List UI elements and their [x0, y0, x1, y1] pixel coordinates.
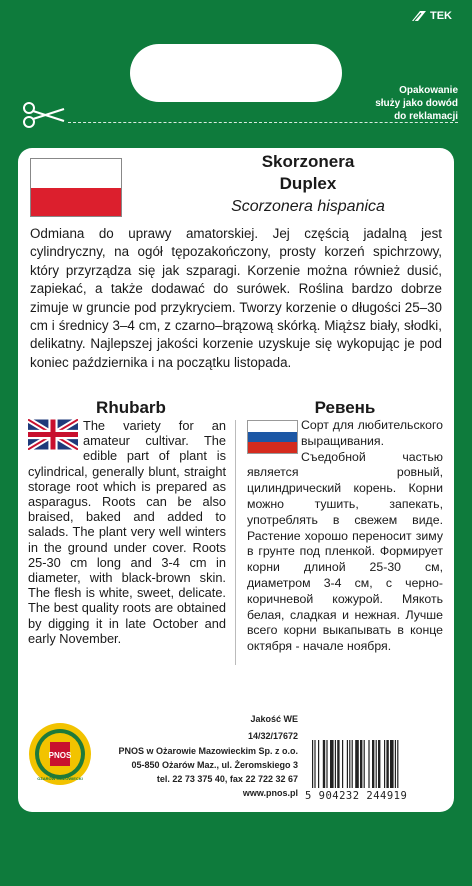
scissors-icon — [22, 100, 66, 130]
keep-note — [328, 84, 458, 123]
english-description — [28, 418, 226, 646]
brand-mark-label: TEK — [430, 10, 452, 22]
company-address — [58, 744, 298, 800]
brand-leaf-icon — [411, 10, 427, 22]
hang-hole — [130, 44, 342, 102]
logo-text: PNOS — [48, 751, 72, 760]
footer — [18, 708, 454, 808]
product-name-line1: Skorzonera — [261, 152, 355, 171]
russian-heading: Ревень — [314, 398, 376, 417]
barcode — [310, 740, 450, 792]
product-name-line2: Duplex — [279, 174, 337, 193]
brand-mark — [411, 10, 452, 22]
info-card — [18, 148, 454, 812]
russian-description-text: Сорт для любительского выращивания. Съедобной частью является ровный, цилиндрический корень. Корни можно тушить, запекать, употреблять в свежем виде. Растение хорошо переносит зиму в грунте под пленкой. Формирует корни длиной 25-30 см, диаметром 3-4 см, с черно-коричневой кожурой. Мякоть белая, сладкая и нежная. Лучше всего корни выкапывать в конце октября - начале ноября. — [247, 418, 443, 654]
company-line: 05-850 Ożarów Maz., ul. Żeromskiego 3 — [131, 760, 298, 770]
polish-description: Odmiana do uprawy amatorskiej. Jej częścią jadalną jest cylindryczny, na ogół tępozakończony, prosty korzeń spichrzowy, który przyrządza się jak szparagi. Korzenie można również dusić, zapiekać, a także dodawać do surówek. Roślina bardzo dobrze zimuje w gruncie pod przykryciem. Tworzy korzenie o długości 25–30 cm i średnicy 3–4 cm, z czarno–brązową skórką. Miąższ biały, słodki, delikatny. Najlepszej jakości korzenie uzyskuje się wykopując je pod koniec października i na początku listopada. — [30, 226, 442, 370]
logo-ring-text: OŻARÓW MAZOWIECKI — [37, 776, 83, 781]
company-line: PNOS w Ożarowie Mazowieckim Sp. z o.o. — [118, 746, 298, 756]
keep-note-line: służy jako dowód — [375, 98, 458, 109]
poland-flag-icon — [30, 158, 122, 217]
column-divider — [235, 420, 236, 665]
english-description-text: The variety for an amateur cultivar. The edible part of plant is cylindrical, generally blunt, straight storage root which is prepared as asparagus. Roots can be also braised, baked and added to salads. The plant very well winters in the ground under cover. Roots 25-30 cm long and 3-4 cm in diameter, with black-brown skin. The flesh is white, sweet, delicate. The best quality roots are obtained by digging it in late October and early November. — [28, 418, 226, 646]
lot-number: 14/32/17672 — [247, 731, 298, 741]
quality-label: Jakość WE — [250, 714, 298, 724]
keep-note-line: do reklamacji — [394, 111, 458, 122]
barcode-number: 5 904232 244919 — [305, 790, 408, 802]
english-heading: Rhubarb — [96, 398, 166, 417]
keep-note-line: Opakowanie — [399, 85, 458, 96]
russian-description — [247, 418, 443, 655]
cut-line — [68, 122, 458, 123]
latin-name: Scorzonera hispanica — [231, 198, 385, 215]
company-line: tel. 22 73 375 40, fax 22 722 32 67 — [156, 774, 298, 784]
company-line: www.pnos.pl — [242, 788, 298, 798]
